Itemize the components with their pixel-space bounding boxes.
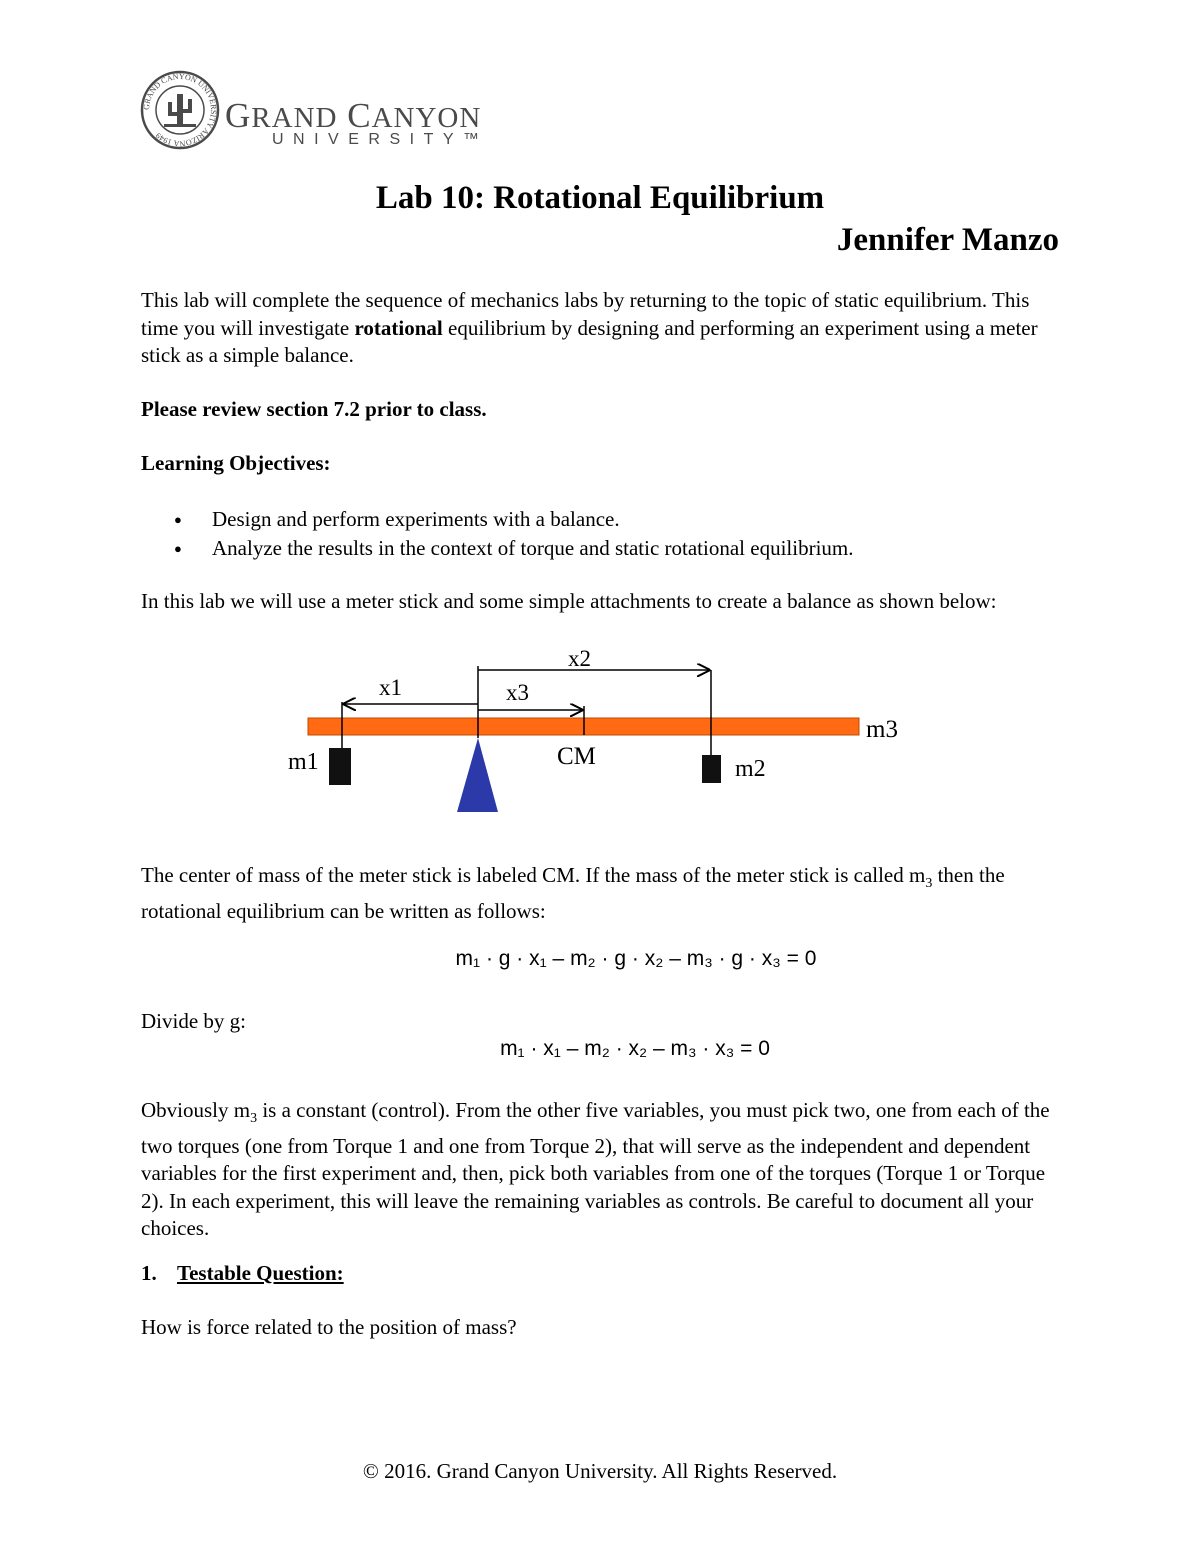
list-item: ● Design and perform experiments with a balance. (170, 505, 1050, 534)
label-m2: m2 (735, 756, 766, 782)
divide-text: Divide by g: (141, 1009, 246, 1033)
diagram-intro: In this lab we will use a meter stick and some simple attachments to create a balance as shown below: (141, 589, 997, 613)
label-x1: x1 (379, 675, 402, 700)
cactus-icon (164, 94, 196, 127)
review-note: Please review section 7.2 prior to class. (141, 397, 487, 421)
author-name: Jennifer Manzo (836, 222, 1059, 258)
balance-diagram (280, 640, 920, 820)
university-seal-logo (140, 70, 220, 150)
equation-torque-balance: m₁ · g · x₁ – m₂ · g · x₂ – m₃ · g · x₃ = 0 (455, 947, 817, 970)
objectives-heading: Learning Objectives: (141, 451, 331, 475)
label-m1: m1 (288, 749, 319, 775)
section-number: 1. (141, 1261, 157, 1285)
fulcrum (457, 738, 498, 812)
objectives-list (170, 505, 1050, 563)
label-x3: x3 (506, 680, 529, 705)
cm-paragraph: The center of mass of the meter stick is labeled CM. If the mass of the meter stick is called $m_3$ then the rotational equilibrium can be written as follows: (141, 863, 1005, 923)
mass-m1 (329, 748, 351, 785)
testable-question-text: How is force related to the position of mass? (141, 1315, 517, 1339)
seal-text: GRAND CANYON UNIVERSITY ARIZONA 1949 (141, 71, 219, 149)
label-x2: x2 (568, 646, 591, 671)
section-heading: Testable Question: (177, 1261, 344, 1285)
copyright-footer: © 2016. Grand Canyon University. All Rights Reserved. (362, 1459, 838, 1483)
university-name: GRAND CANYON (225, 96, 482, 135)
variables-paragraph: Obviously $m_3$ is a constant (control). From the other five variables, you must pick two, one from each of the two torques (one from Torque 1 and one from Torque 2), that will serve as the independent and dependent variables for the first experiment and, then, pick both variables from one of the torques (Torque 1 or Torque 2). In each experiment, this will leave the remaining variables as controls. Be careful to document all your choices. (141, 1098, 1050, 1241)
page-title: Lab 10: Rotational Equilibrium (375, 180, 825, 216)
equation-divided: m₁ · x₁ – m₂ · x₂ – m₃ · x₃ = 0 (500, 1037, 770, 1060)
intro-paragraph: This lab will complete the sequence of mechanics labs by returning to the topic of static equilibrium. This time you will investigate rotational equilibrium by designing and performing an experiment using a meter stick as a simple balance. (141, 288, 1038, 367)
label-m3: m3 (866, 716, 898, 743)
list-item: ● Analyze the results in the context of torque and static rotational equilibrium. (170, 534, 1050, 563)
label-cm: CM (557, 743, 596, 770)
mass-m2 (702, 755, 721, 783)
university-subtitle: UNIVERSITY™ (272, 131, 489, 148)
